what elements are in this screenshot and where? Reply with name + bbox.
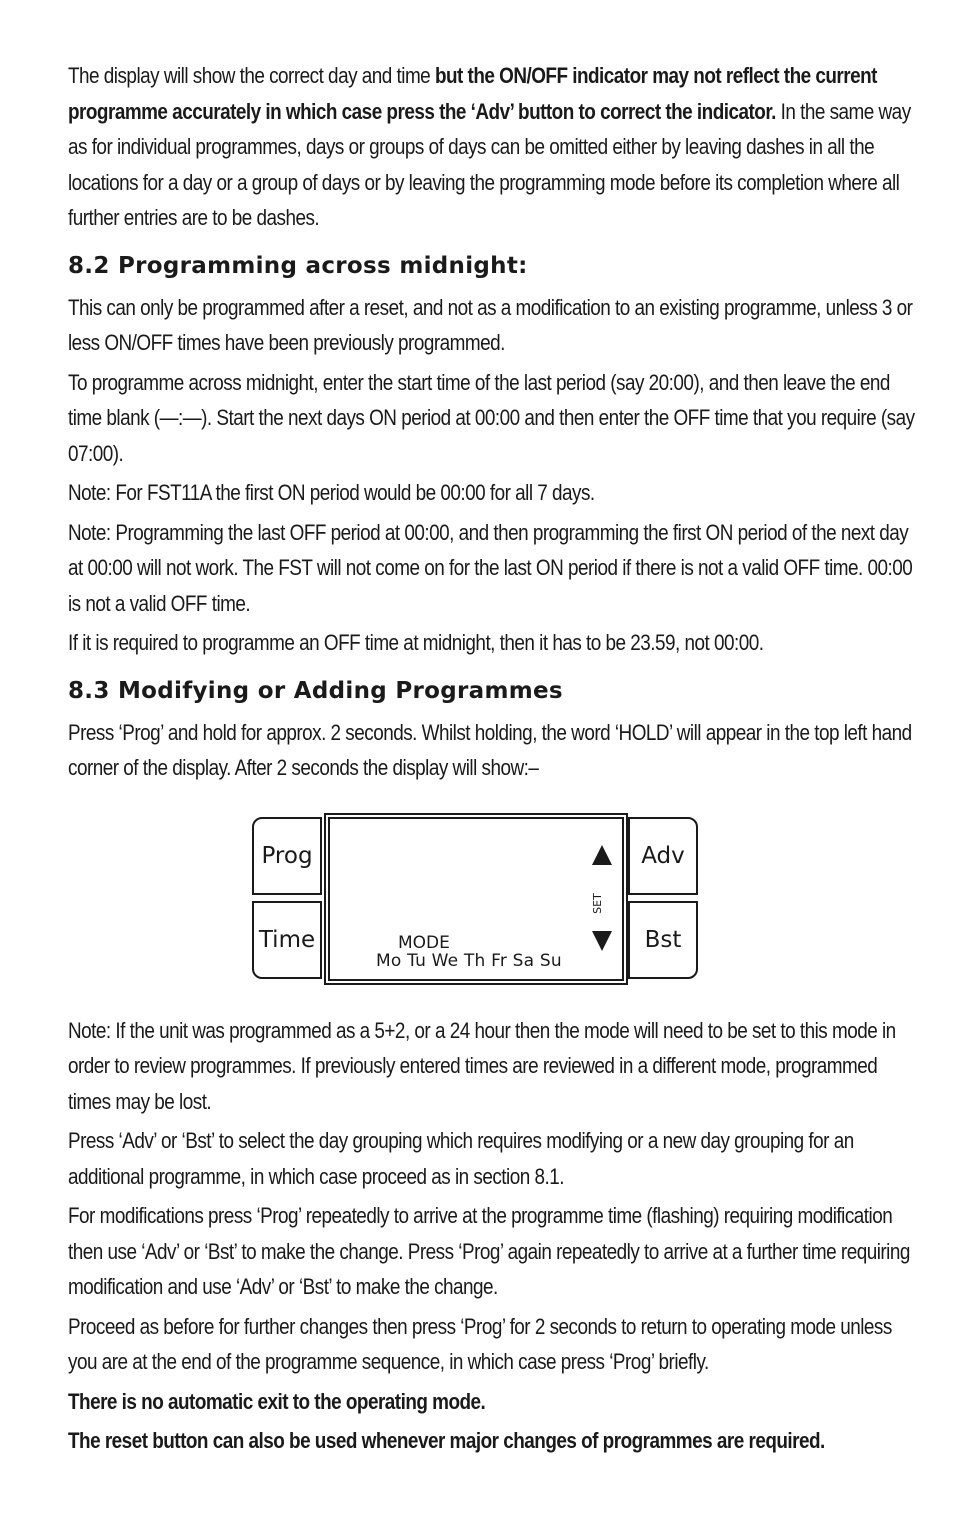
section-8-3-p4: For modifications press ‘Prog’ repeatedly to arrive at the programme time (flashing) requiring modification then use ‘Adv’ or ‘Bst’ to make the change. Press ‘Prog’ again repeatedly to arrive at a further time requiring modification and use ‘Adv’ or ‘Bst’ to make the change. bbox=[68, 1203, 910, 1299]
mode-label: MODE bbox=[398, 932, 450, 953]
days-label: Mo Tu We Th Fr Sa Su bbox=[376, 950, 562, 971]
section-8-2-p3: Note: For FST11A the first ON period would be 00:00 for all 7 days. bbox=[68, 480, 595, 505]
section-8-3-p2: Note: If the unit was programmed as a 5+2, or a 24 hour then the mode will need to be set to this mode in order to review programmes. If previously entered times are reviewed in a different mode, programmed times may be lost. bbox=[68, 1017, 896, 1114]
intro-text-b: In the same way as for individual programmes, days or groups of days can be omitted either by leaving dashes in all the locations for a day or a group of days or by leaving the programming mode before its completion where all further entries are to be dashes. bbox=[68, 98, 911, 230]
section-8-3-heading: 8.3 Modifying or Adding Programmes bbox=[68, 677, 563, 704]
section-8-3-p3: Press ‘Adv’ or ‘Bst’ to select the day grouping which requires modifying or a new day grouping for an additional programme, in which case proceed as in section 8.1. bbox=[68, 1128, 854, 1189]
section-8-2-p5: If it is required to programme an OFF time at midnight, then it has to be 23.59, not 00:00. bbox=[68, 630, 764, 655]
intro-paragraph bbox=[68, 58, 919, 236]
arrow-up-icon bbox=[592, 845, 612, 865]
adv-button: Adv bbox=[628, 817, 698, 895]
lcd-screen bbox=[328, 817, 624, 981]
page-content bbox=[68, 58, 918, 1463]
intro-text-a: The display will show the correct day and time bbox=[68, 63, 435, 88]
arrow-down-icon bbox=[592, 931, 612, 951]
section-8-2-p1: This can only be programmed after a reset, and not as a modification to an existing programme, unless 3 or less ON/OFF times have been previously programmed. bbox=[68, 294, 913, 355]
section-8-2-p4: Note: Programming the last OFF period at 00:00, and then programming the first ON period of the next day at 00:00 will not work. The FST will not come on for the last ON period if there is not a valid OFF time. 00:00 is not a valid OFF time. bbox=[68, 519, 913, 616]
bst-button: Bst bbox=[628, 901, 698, 979]
section-8-3-p5: Proceed as before for further changes then press ‘Prog’ for 2 seconds to return to operating mode unless you are at the end of the programme sequence, in which case press ‘Prog’ briefly. bbox=[68, 1313, 892, 1374]
section-8-3-p7: The reset button can also be used whenever major changes of programmes are required. bbox=[68, 1428, 825, 1453]
section-8-3-p1: Press ‘Prog’ and hold for approx. 2 seconds. Whilst holding, the word ‘HOLD’ will appear in the top left hand corner of the display. After 2 seconds the display will show:– bbox=[68, 719, 912, 780]
prog-button: Prog bbox=[252, 817, 322, 895]
section-8-2-p2: To programme across midnight, enter the start time of the last period (say 20:00), and then leave the end time blank (—:—). Start the next days ON period at 00:00 and then enter the OFF time that you require (say 07:00). bbox=[68, 369, 915, 466]
display-diagram bbox=[252, 817, 700, 987]
section-8-3-p6: There is no automatic exit to the operating mode. bbox=[68, 1388, 486, 1414]
set-label: SET bbox=[591, 892, 605, 914]
section-8-2-heading: 8.2 Programming across midnight: bbox=[68, 252, 528, 279]
time-button: Time bbox=[252, 901, 322, 979]
intro-text-bold: but the ON/OFF indicator may not reflect the current programme accurately in which case press the ‘Adv’ button to correct the indicator. bbox=[68, 63, 877, 124]
